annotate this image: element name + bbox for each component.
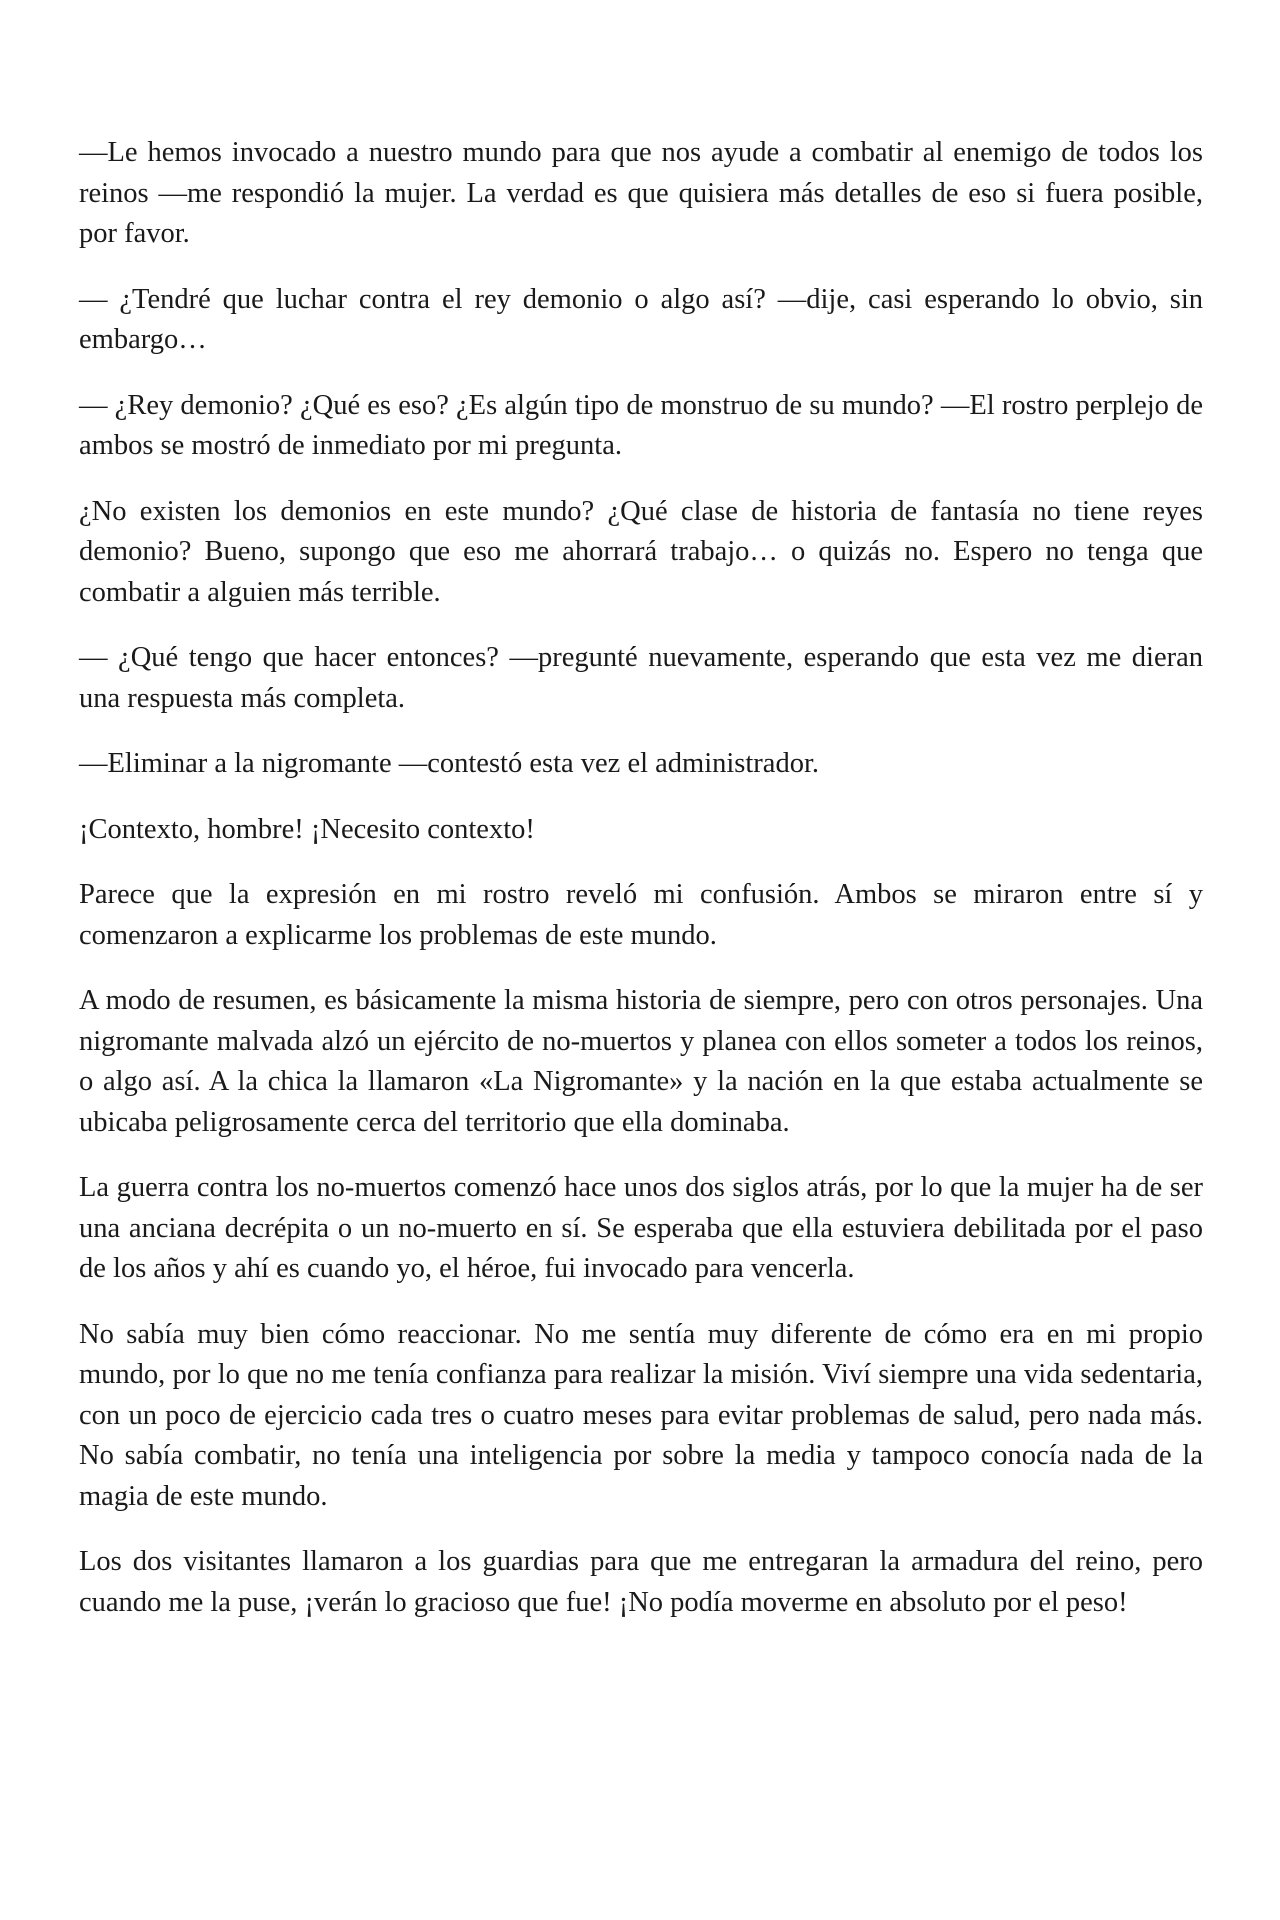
paragraph: La guerra contra los no-muertos comenzó hace unos dos siglos atrás, por lo que la mujer ha de ser una anciana decrépita o un no-muerto en sí. Se esperaba que ella estuviera debilitada por el paso de los años y ahí es cuando yo, el héroe, fui invocado para vencerla. (79, 1172, 1203, 1284)
paragraph: — ¿Tendré que luchar contra el rey demonio o algo así? —dije, casi esperando lo obvio, sin embargo… (79, 283, 1203, 355)
paragraph: ¡Contexto, hombre! ¡Necesito contexto! (79, 813, 535, 845)
paragraph: —Le hemos invocado a nuestro mundo para que nos ayude a combatir al enemigo de todos los reinos —me respondió la mujer. La verdad es que quisiera más detalles de eso si fuera posible, por favor. (79, 137, 1203, 249)
paragraph: — ¿Qué tengo que hacer entonces? —pregunté nuevamente, esperando que esta vez me dieran una respuesta más completa. (79, 642, 1203, 714)
paragraph: ¿No existen los demonios en este mundo? ¿Qué clase de historia de fantasía no tiene reyes demonio? Bueno, supongo que eso me ahorrará trabajo… o quizás no. Espero no tenga que combatir a alguien más terrible. (79, 495, 1203, 608)
paragraph: A modo de resumen, es básicamente la misma historia de siempre, pero con otros personajes. Una nigromante malvada alzó un ejército de no-muertos y planea con ellos someter a todos los reinos, o algo así. A la chica la llamaron «La Nigromante» y la nación en la que estaba actualmente se ubicaba peligrosamente cerca del territorio que ella dominaba. (79, 985, 1203, 1138)
document-page (79, 133, 1203, 1648)
paragraph: Los dos visitantes llamaron a los guardias para que me entregaran la armadura del reino, pero cuando me la puse, ¡verán lo gracioso que fue! ¡No podía moverme en absoluto por el peso! (79, 1546, 1203, 1618)
paragraph: Parece que la expresión en mi rostro reveló mi confusión. Ambos se miraron entre sí y comenzaron a explicarme los problemas de este mundo. (79, 879, 1203, 951)
paragraph: — ¿Rey demonio? ¿Qué es eso? ¿Es algún tipo de monstruo de su mundo? —El rostro perplejo de ambos se mostró de inmediato por mi pregunta. (79, 389, 1203, 461)
paragraph: No sabía muy bien cómo reaccionar. No me sentía muy diferente de cómo era en mi propio mundo, por lo que no me tenía confianza para realizar la misión. Viví siempre una vida sedentaria, con un poco de ejercicio cada tres o cuatro meses para evitar problemas de salud, pero nada más. No sabía combatir, no tenía una inteligencia por sobre la media y tampoco conocía nada de la magia de este mundo. (79, 1318, 1203, 1512)
paragraph: —Eliminar a la nigromante —contestó esta vez el administrador. (79, 748, 819, 779)
